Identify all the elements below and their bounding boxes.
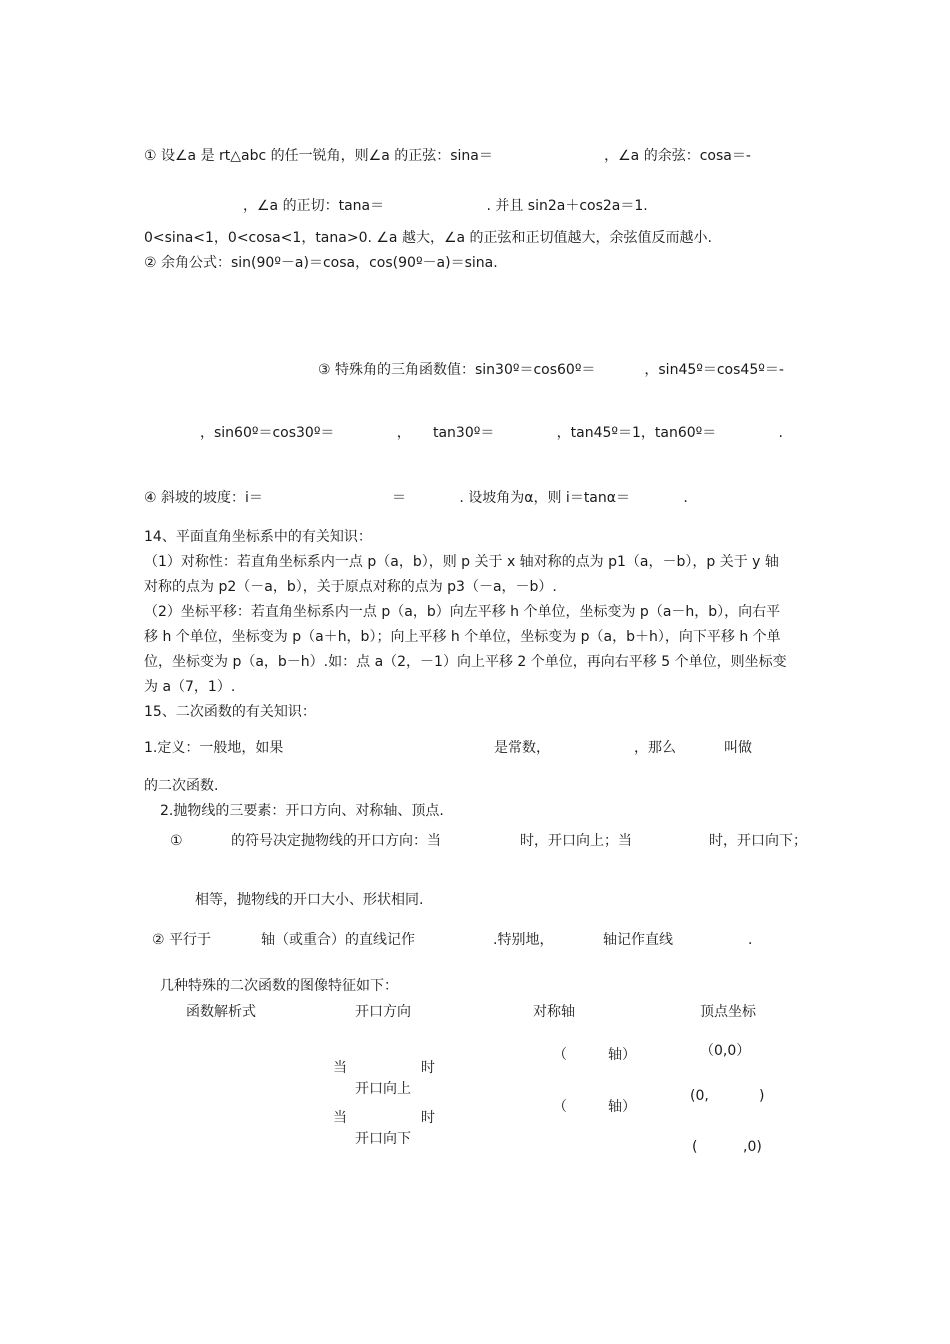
- trig-line-7: ④ 斜坡的坡度：i＝ ＝ . 设坡角为α，则 i＝tanα＝ .: [144, 490, 688, 506]
- definition-part-2: 是常数，: [494, 740, 550, 756]
- translation-line-2: 移 h 个单位，坐标变为 p（a＋h，b）；向上平移 h 个单位，坐标变为 p（a，b＋h），向下平移 h 个单: [144, 629, 781, 645]
- trig-line-5: ③ 特殊角的三角函数值：sin30º＝cos60º＝ ，sin45º＝cos45º＝-: [318, 362, 784, 378]
- cond-when-1: 当: [333, 1060, 347, 1076]
- cond-then-2: 时: [421, 1110, 435, 1126]
- vertex-2-left: (0,: [690, 1088, 709, 1104]
- symmetry-line-2: 对称的点为 p2（－a，b），关于原点对称的点为 p3（－a，－b）.: [144, 579, 557, 595]
- trig-line-2: ，∠a 的正切：tana＝ . 并且 sin2a＋cos2a＝1.: [243, 198, 648, 214]
- header-axis: 对称轴: [533, 1004, 575, 1020]
- axis-part-2: 轴（或重合）的直线记作: [261, 932, 415, 948]
- translation-line-1: （2）坐标平移：若直角坐标系内一点 p（a，b）向左平移 h 个单位，坐标变为 p（a－h，b），向右平: [144, 604, 781, 620]
- cond-when-2: 当: [333, 1110, 347, 1126]
- definition-part-3: ，那么: [634, 740, 676, 756]
- opening-part-1: 的符号决定抛物线的开口方向：当: [231, 833, 441, 849]
- opening-part-3: 时，开口向下；: [709, 833, 807, 849]
- header-opening: 开口方向: [355, 1004, 411, 1020]
- open-up: 开口向上: [355, 1081, 411, 1097]
- axis-cell-1-open: （: [553, 1047, 567, 1063]
- translation-line-4: 为 a（7，1）.: [144, 679, 236, 695]
- vertex-2-right: ): [759, 1088, 765, 1104]
- table-intro: 几种特殊的二次函数的图像特征如下：: [160, 978, 398, 994]
- definition-part-4: 叫做: [724, 740, 752, 756]
- axis-cell-2-open: （: [553, 1099, 567, 1115]
- parabola-elements: 2.抛物线的三要素：开口方向、对称轴、顶点.: [160, 803, 444, 819]
- trig-line-6: ，sin60º＝cos30º＝ ， tan30º＝ ，tan45º＝1，tan60º＝ .: [200, 425, 784, 441]
- axis-part-3: .特别地，: [493, 932, 554, 948]
- symmetry-line-1: （1）对称性：若直角坐标系内一点 p（a，b），则 p 关于 x 轴对称的点为 p1（a，－b），p 关于 y 轴: [144, 554, 779, 570]
- axis-part-4: 轴记作直线: [603, 932, 673, 948]
- trig-line-3: 0<sina<1，0<cosa<1，tana>0. ∠a 越大，∠a 的正弦和正切值越大，余弦值反而越小.: [144, 230, 712, 246]
- vertex-3-right: ,0): [743, 1139, 762, 1155]
- definition-part-5: 的二次函数.: [144, 778, 219, 794]
- axis-part-1: ② 平行于: [152, 932, 212, 948]
- section-14-title: 14、平面直角坐标系中的有关知识：: [144, 529, 372, 545]
- translation-line-3: 位，坐标变为 p（a，b－h）.如：点 a（2，－1）向上平移 2 个单位，再向右平移 5 个单位，则坐标变: [144, 654, 787, 670]
- opening-marker: ①: [170, 833, 183, 849]
- axis-part-5: .: [748, 932, 753, 948]
- axis-cell-2-word: 轴）: [608, 1099, 636, 1115]
- shape-same: 相等，抛物线的开口大小、形状相同.: [195, 892, 424, 908]
- section-15-title: 15、二次函数的有关知识：: [144, 704, 316, 720]
- opening-part-2: 时，开口向上；当: [520, 833, 632, 849]
- trig-line-1: ① 设∠a 是 rt△abc 的任一锐角，则∠a 的正弦：sina＝ ，∠a 的余弦：cosa＝-: [144, 148, 751, 164]
- vertex-origin: （0,0）: [700, 1043, 751, 1059]
- vertex-3-left: (: [692, 1139, 698, 1155]
- header-expression: 函数解析式: [186, 1004, 256, 1020]
- axis-cell-1-word: 轴）: [608, 1047, 636, 1063]
- definition-part-1: 1.定义：一般地，如果: [144, 740, 284, 756]
- header-vertex: 顶点坐标: [700, 1004, 756, 1020]
- cond-then-1: 时: [421, 1060, 435, 1076]
- trig-line-4: ② 余角公式：sin(90º－a)＝cosa，cos(90º－a)＝sina.: [144, 255, 498, 271]
- open-down: 开口向下: [355, 1131, 411, 1147]
